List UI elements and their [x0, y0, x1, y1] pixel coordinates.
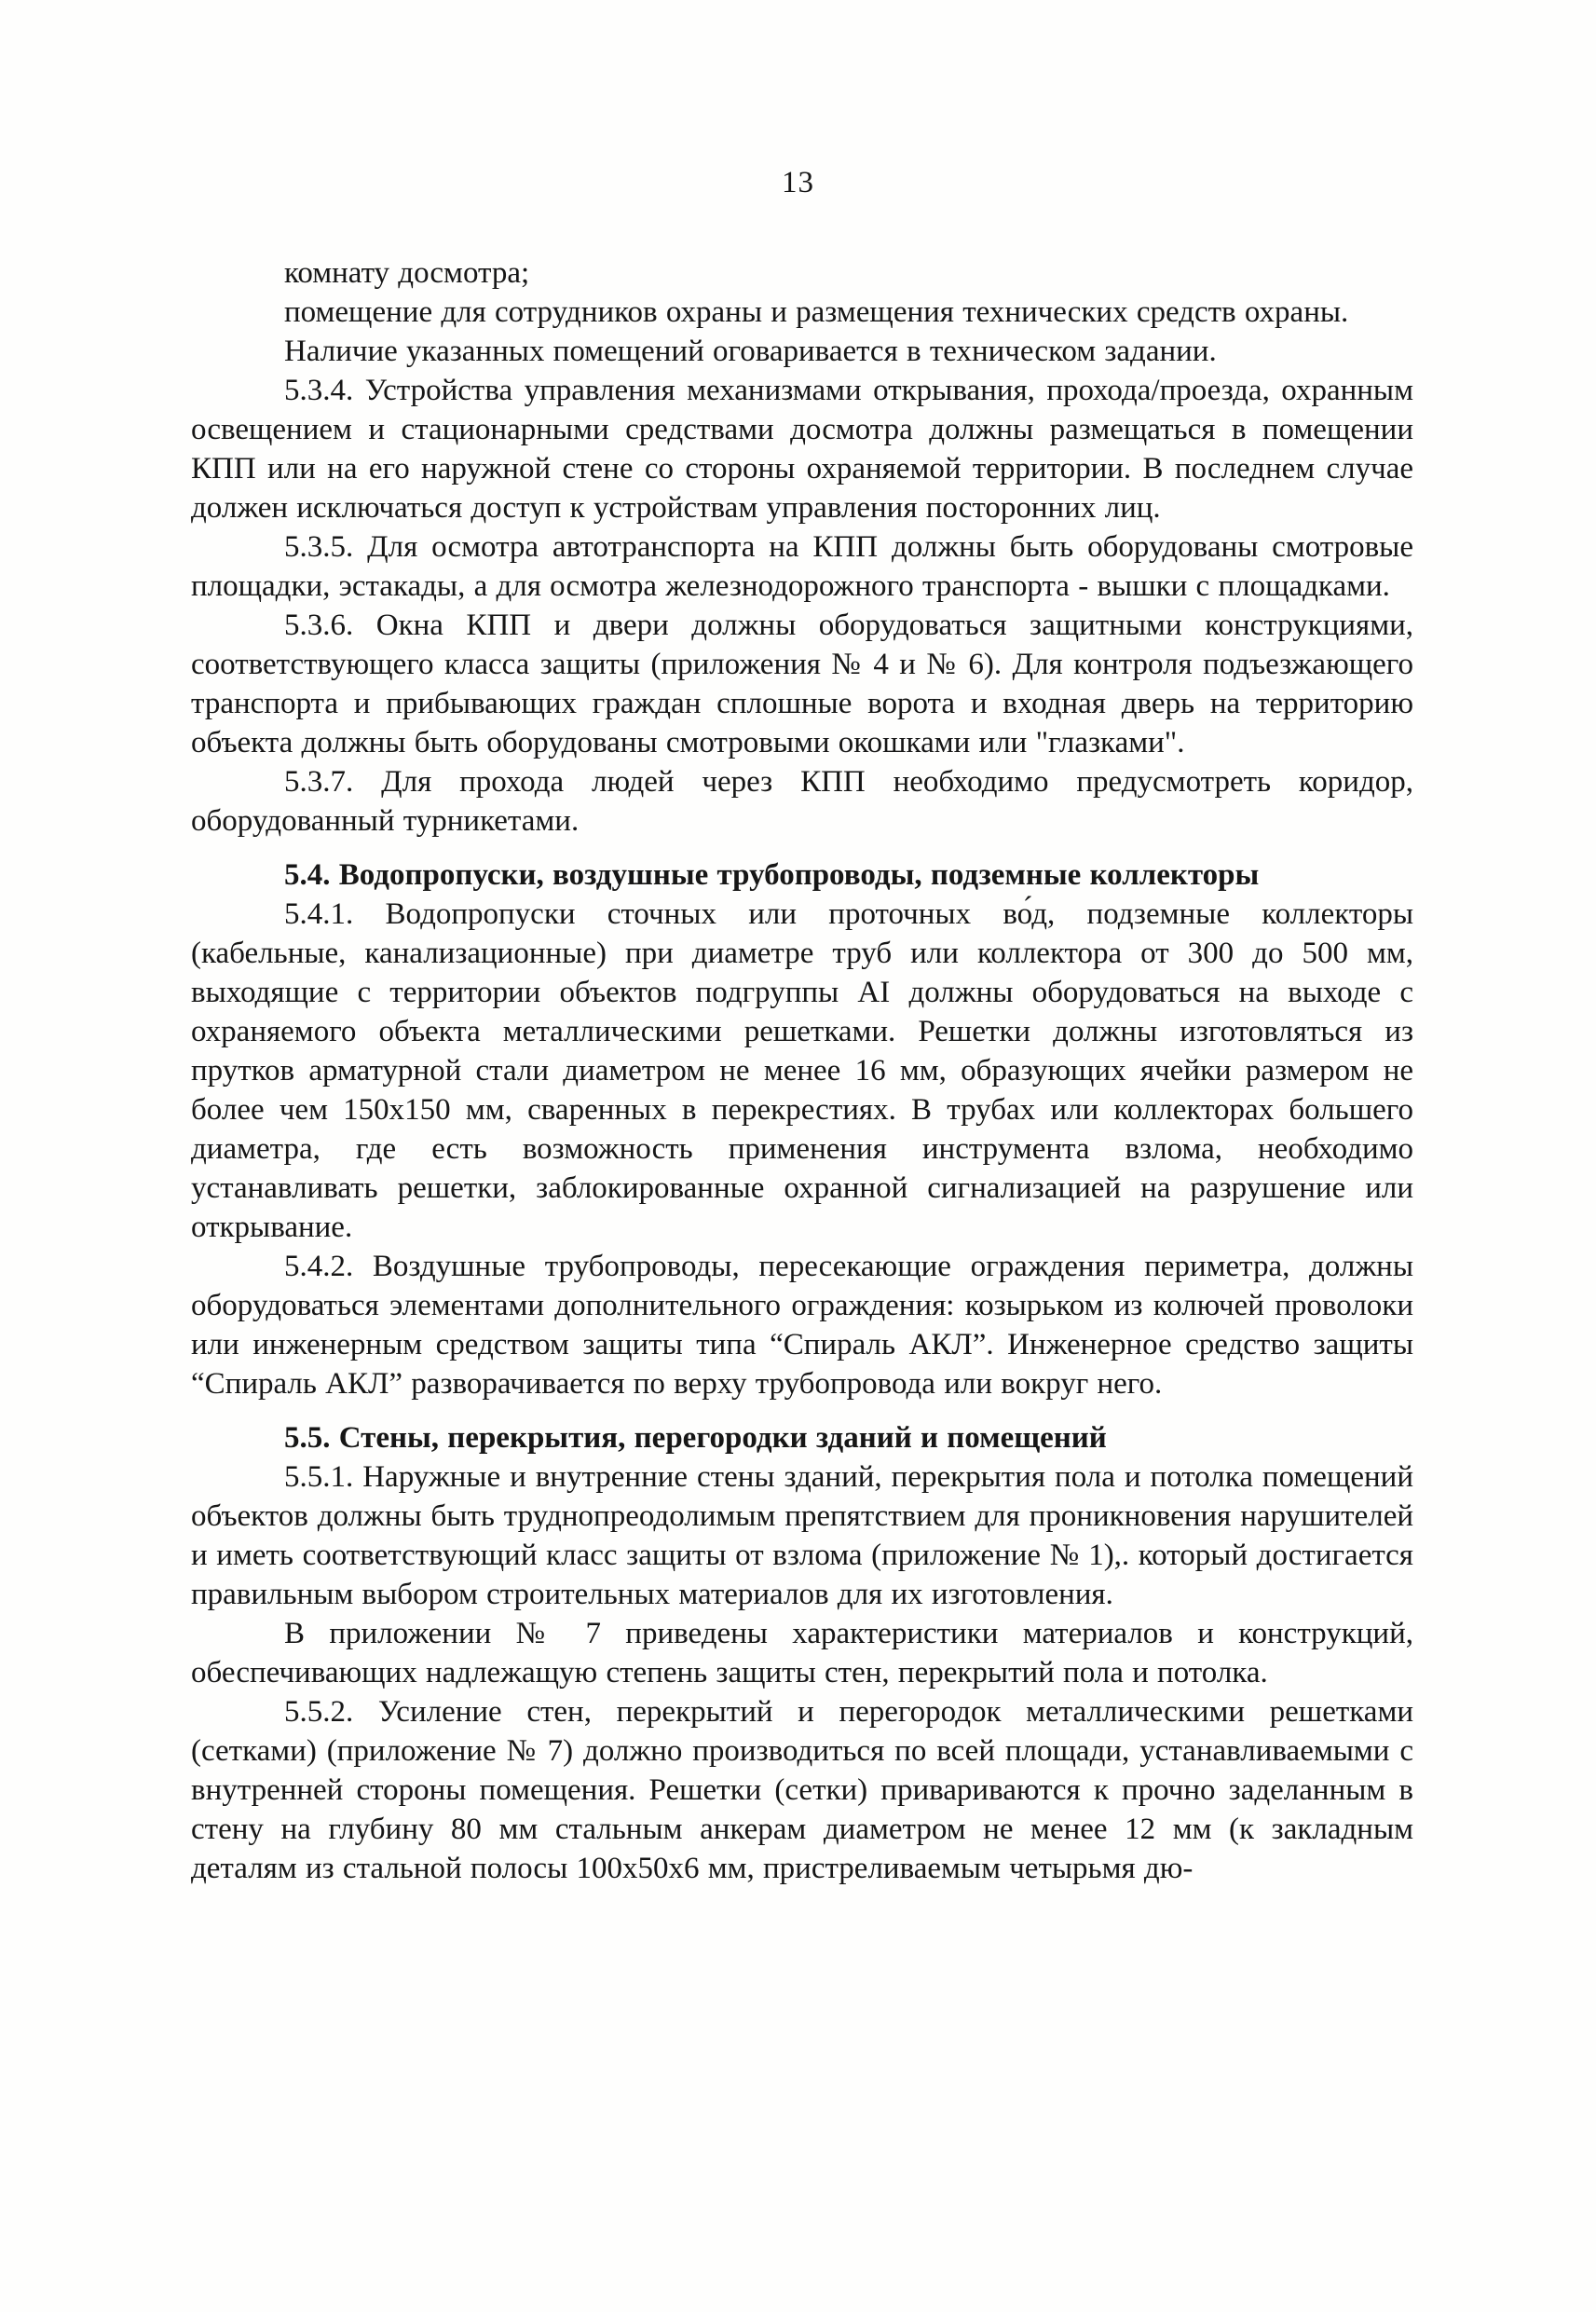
paragraph: 5.4.2. Воздушные трубопроводы, пересекающие ограждения периметра, должны оборудоваться элементами дополнительного ограждения: козырьком из колючей проволоки или инженерным средством защиты типа “Спираль АКЛ”. Инженерное средство защиты “Спираль АКЛ” разворачивается по верху трубопровода или вокруг него.	[191, 1250, 1413, 1401]
paragraph: помещение для сотрудников охраны и размещения технических средств охраны.	[284, 295, 1349, 329]
paragraph: В приложении № 7 приведены характеристики материалов и конструкций, обеспечивающих надлежащую степень защиты стен, перекрытий пола и потолка.	[191, 1617, 1413, 1690]
paragraph: 5.3.6. Окна КПП и двери должны оборудоваться защитными конструкциями, соответствующего класса защиты (приложения № 4 и № 6). Для контроля подъезжающего транспорта и прибывающих граждан сплошные ворота и входная дверь на территорию объекта должны быть оборудованы смотровыми окошками или "глазками".	[191, 609, 1413, 759]
section-heading: 5.4. Водопропуски, воздушные трубопроводы, подземные коллекторы	[284, 858, 1260, 892]
paragraph: 5.4.1. Водопропуски сточных или проточных во́д, подземные коллекторы (кабельные, канализационные) при диаметре труб или коллектора от 300 до 500 мм, выходящие с территории объектов подгруппы АI должны оборудоваться на выходе с охраняемого объекта металлическими решетками. Решетки должны изготовляться из прутков арматурной стали диаметром не менее 16 мм, образующих ячейки размером не более чем 150х150 мм, сваренных в перекрестиях. В трубах или коллекторах большего диаметра, где есть возможность применения инструмента взлома, необходимо устанавливать решетки, заблокированные охранной сигнализацией на разрушение или открывание.	[191, 897, 1413, 1244]
section-heading: 5.5. Стены, перекрытия, перегородки зданий и помещений	[284, 1421, 1107, 1455]
paragraph: 5.5.1. Наружные и внутренние стены зданий, перекрытия пола и потолка помещений объектов должны быть труднопреодолимым препятствием для проникновения нарушителей и иметь соответствующий класс защиты от взлома (приложение № 1),. который достигается правильным выбором строительных материалов для их изготовления.	[191, 1460, 1413, 1611]
paragraph: 5.3.4. Устройства управления механизмами открывания, прохода/проезда, охранным освещением и стационарными средствами досмотра должны размещаться в помещении КПП или на его наружной стене со стороны охраняемой территории. В последнем случае должен исключаться доступ к устройствам управления посторонних лиц.	[191, 374, 1413, 525]
paragraph: 5.3.7. Для прохода людей через КПП необходимо предусмотреть коридор, оборудованный турникетами.	[191, 765, 1413, 838]
paragraph: 5.5.2. Усиление стен, перекрытий и перегородок металлическими решетками (сетками) (приложение № 7) должно производиться по всей площади, устанавливаемыми с внутренней стороны помещения. Решетки (сетки) привариваются к прочно заделанным в стену на глубину 80 мм стальным анкерам диаметром не менее 12 мм (к закладным деталям из стальной полосы 100х50х6 мм, пристреливаемым четырьмя дю-	[191, 1695, 1413, 1885]
paragraph: комнату досмотра;	[284, 256, 530, 290]
document-body	[191, 253, 1413, 1888]
paragraph: Наличие указанных помещений оговаривается в техническом задании.	[284, 335, 1217, 368]
paragraph: 5.3.5. Для осмотра автотранспорта на КПП должны быть оборудованы смотровые площадки, эстакады, а для осмотра железнодорожного транспорта - вышки с площадками.	[191, 530, 1413, 603]
page-number: 13	[782, 166, 814, 199]
